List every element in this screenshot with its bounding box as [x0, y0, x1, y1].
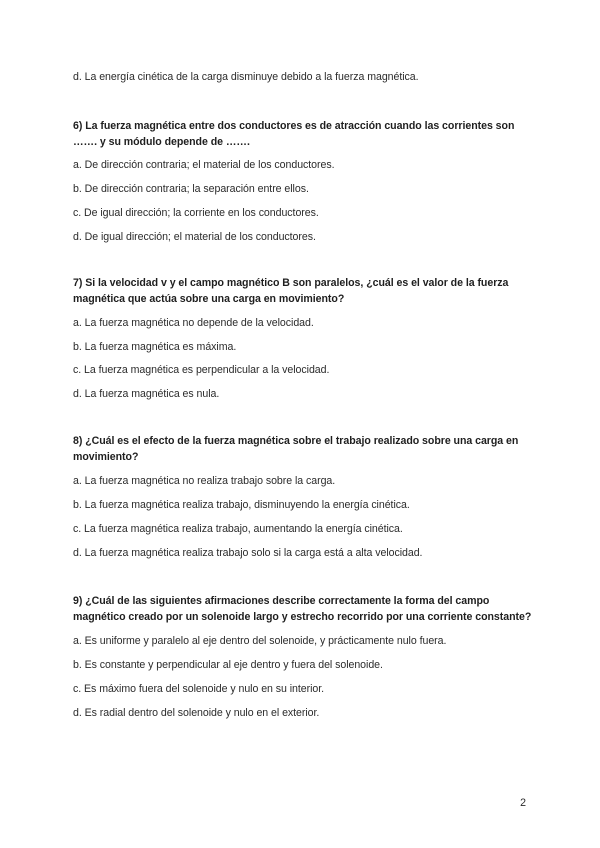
question-7-option-d: d. La fuerza magnética es nula.: [73, 388, 220, 400]
question-9-option-b: b. Es constante y perpendicular al eje dentro y fuera del solenoide.: [73, 659, 383, 671]
question-8-option-d: d. La fuerza magnética realiza trabajo solo si la carga está a alta velocidad.: [73, 547, 423, 559]
question-8-option-c: c. La fuerza magnética realiza trabajo, aumentando la energía cinética.: [73, 523, 403, 535]
question-9-option-c: c. Es máximo fuera del solenoide y nulo en su interior.: [73, 683, 325, 695]
question-9-text-line2: magnético creado por un solenoide largo y estrecho recorrido por una corriente constante?: [73, 611, 532, 623]
question-7-text-line1: 7) Si la velocidad v y el campo magnético B son paralelos, ¿cuál es el valor de la fuerza: [73, 277, 509, 289]
question-6-option-c: c. De igual dirección; la corriente en los conductores.: [73, 207, 319, 219]
question-9-option-d: d. Es radial dentro del solenoide y nulo en el exterior.: [73, 707, 320, 719]
question-6-option-b: b. De dirección contraria; la separación entre ellos.: [73, 183, 309, 195]
question-8-option-a: a. La fuerza magnética no realiza trabajo sobre la carga.: [73, 475, 336, 487]
question-9-text-line1: 9) ¿Cuál de las siguientes afirmaciones describe correctamente la forma del campo: [73, 595, 490, 607]
page-number: 2: [520, 797, 526, 809]
question-7-option-b: b. La fuerza magnética es máxima.: [73, 341, 237, 353]
question-9-option-a: a. Es uniforme y paralelo al eje dentro del solenoide, y prácticamente nulo fuera.: [73, 635, 447, 647]
question-8-option-b: b. La fuerza magnética realiza trabajo, disminuyendo la energía cinética.: [73, 499, 410, 511]
question-8-text-line2: movimiento?: [73, 451, 139, 463]
question-6-text-line2: ……. y su módulo depende de …….: [73, 136, 250, 148]
question-6-option-a: a. De dirección contraria; el material de los conductores.: [73, 159, 335, 171]
question-7-option-c: c. La fuerza magnética es perpendicular a la velocidad.: [73, 364, 330, 376]
question-7-option-a: a. La fuerza magnética no depende de la velocidad.: [73, 317, 314, 329]
question-6-option-d: d. De igual dirección; el material de los conductores.: [73, 231, 316, 243]
question-8-text-line1: 8) ¿Cuál es el efecto de la fuerza magnética sobre el trabajo realizado sobre una carga en: [73, 435, 519, 447]
question-7-text-line2: magnética que actúa sobre una carga en movimiento?: [73, 293, 345, 305]
question-6-text-line1: 6) La fuerza magnética entre dos conductores es de atracción cuando las corrientes son: [73, 120, 515, 132]
leading-option: d. La energía cinética de la carga disminuye debido a la fuerza magnética.: [73, 71, 419, 83]
